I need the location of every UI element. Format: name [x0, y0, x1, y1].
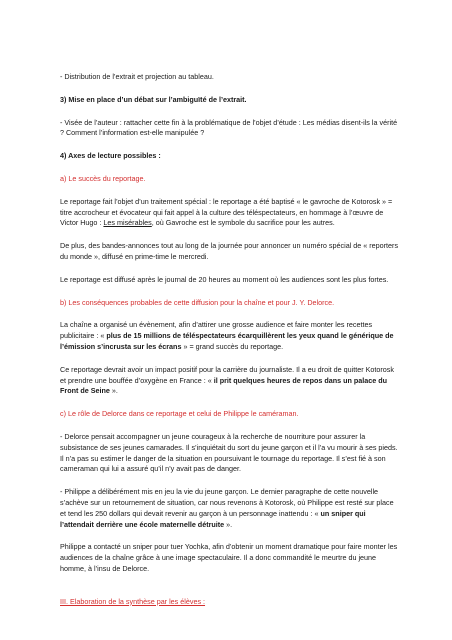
- paragraph-impact: [60, 365, 400, 397]
- paragraph-distribution: - Distribution de l’extrait et projection au tableau.: [60, 72, 214, 81]
- heading-debat: 3) Mise en place d’un débat sur l’ambiguïté de l’extrait.: [60, 94, 247, 104]
- paragraph-bandes-annonces: De plus, des bandes-annonces tout au long de la journée pour annoncer un numéro spécial de « reporters du monde », diffusé en prime-time le mercredi.: [60, 241, 399, 261]
- quote-bold: plus de 15 millions de téléspectateurs écarquillèrent les yeux quand le générique de l’émission s’incrusta sur les écrans: [60, 331, 394, 351]
- quote-bold: il prit quelques heures de repos dans un palace du Front de Seine: [60, 375, 388, 396]
- text-segment: Le reportage fait l’objet d’un traitement spécial : le reportage a été baptisé « le gavroche de Kotorosk » = titre accrocheur et évocateur qui fait appel à la culture des téléspectateurs, en hommage à l’œuvre de Victor Hugo :: [60, 196, 393, 228]
- paragraph-diffusion: Le reportage est diffusé après le journal de 20 heures au moment où les audiences sont les plus fortes.: [60, 274, 389, 284]
- paragraph-visee: - Visée de l’auteur : rattacher cette fin à la problématique de l’objet d’étude : Les médias disent-ils la vérité ? Comment l’information est-elle manipulée ?: [60, 117, 398, 138]
- paragraph-evenement: [60, 320, 400, 352]
- text-segment: La chaîne a organisé un évènement, afin d’attirer une grosse audience et faire monter les recettes publicitaire : «: [60, 320, 373, 341]
- paragraph-traitement: [60, 197, 400, 229]
- text-segment: » = grand succès du reportage.: [181, 341, 284, 351]
- subheading-succes: a) Le succès du reportage.: [60, 173, 146, 183]
- paragraph-sniper: Philippe a contacté un sniper pour tuer Yochka, afin d’obtenir un moment dramatique pour faire monter les audiences de la chaîne grâce à une image spectaculaire. Il a donc commandité le meurtre du jeune homme, à l’insu de Delorce.: [60, 542, 398, 573]
- text-segment: ».: [224, 519, 233, 529]
- section-heading-synthese: III. Elaboration de la synthèse par les élèves :: [60, 596, 206, 606]
- subheading-consequences: b) Les conséquences probables de cette diffusion pour la chaîne et pour J. Y. Delorce.: [60, 297, 335, 307]
- text-segment: - Philippe a délibérément mis en jeu la vie du jeune garçon. Le dernier paragraphe de cette nouvelle s’achève sur un retournement de situation, car nous revenons à Kotorosk, où Philippe est resté sur place et tend les 250 dollars qui devait revenir au garçon à un personnage inattendu : «: [60, 487, 394, 518]
- book-title-link: Les misérables: [103, 218, 152, 228]
- text-segment: ».: [109, 386, 118, 396]
- quote-bold: un sniper qui l’attendait derrière une école maternelle détruite: [60, 508, 366, 529]
- text-segment: , où Gavroche est le symbole du sacrifice pour les autres.: [151, 218, 335, 228]
- heading-axes: 4) Axes de lecture possibles :: [60, 151, 161, 161]
- paragraph-delorce: - Delorce pensait accompagner un jeune courageux à la recherche de nourriture pour assurer la subsistance de ses jeunes camarades. Il s’inquiétait du sort du jeune garçon et il l’a vu mourir à ses pieds. Il n’a pas su estimer le danger de la situation en poursuivant le tournage du reportage. Il s’est fié à son cameraman qui lui a assuré qu’il n’y avait pas de danger.: [60, 431, 398, 474]
- document-page: [60, 72, 400, 620]
- paragraph-philippe: [60, 487, 400, 530]
- text-segment: Ce reportage devrait avoir un impact positif pour la carrière du journaliste. Il a eu droit de quitter Kotorosk et prendre une bouffée d’oxygène en France : «: [60, 364, 394, 385]
- subheading-role: c) Le rôle de Delorce dans ce reportage et celui de Philippe le caméraman.: [60, 409, 299, 419]
